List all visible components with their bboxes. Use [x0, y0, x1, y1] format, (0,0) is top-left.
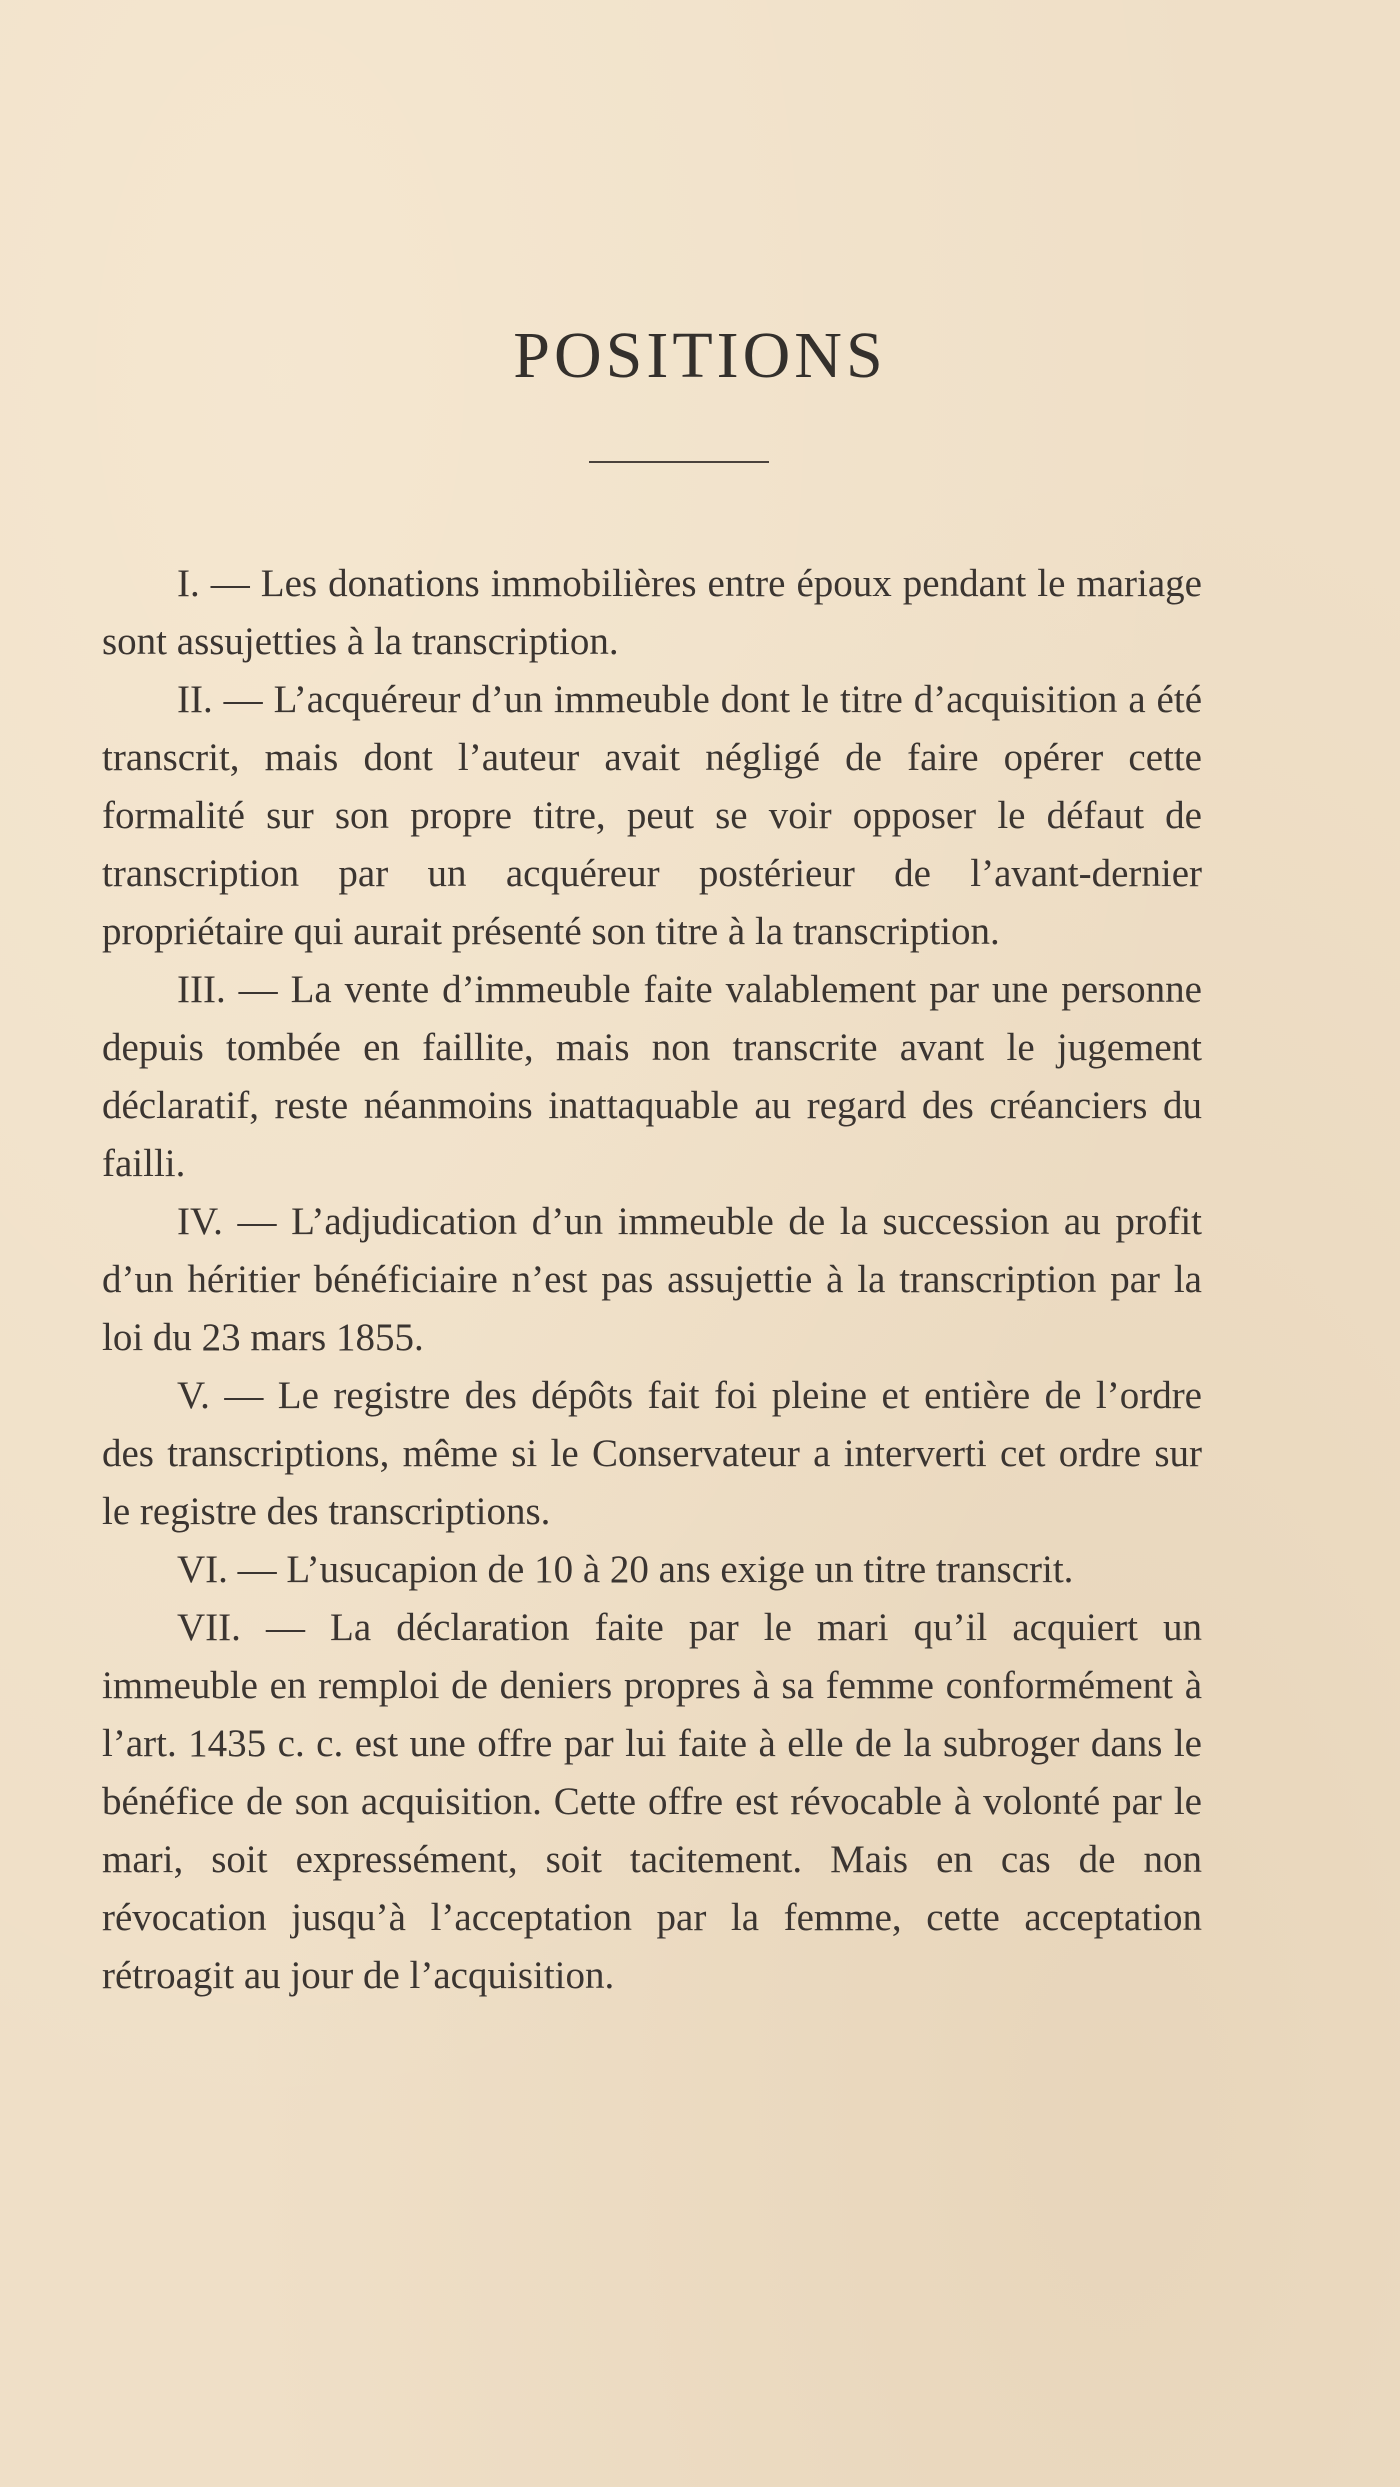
position-2: II. — L’acquéreur d’un immeuble dont le titre d’acquisition a été transcrit, mais dont l’auteur avait négligé de faire opérer cette formalité sur son propre titre, peut se voir opposer le défaut de transcription par un acquéreur postérieur de l’avant-dernier propriétaire qui aurait présenté son titre à la transcription. [102, 678, 1202, 953]
page-title: POSITIONS [513, 319, 887, 392]
position-7: VII. — La déclaration faite par le mari qu’il acquiert un immeuble en remploi de deniers propres à sa femme conformément à l’art. 1435 c. c. est une offre par lui faite à elle de la subroger dans le bénéfice de son acquisition. Cette offre est révocable à volonté par le mari, soit expressément, soit tacitement. Mais en cas de non révocation jusqu’à l’acceptation par la femme, cette acceptation rétroagit au jour de l’acquisition. [102, 1606, 1202, 1997]
position-6: VI. — L’usucapion de 10 à 20 ans exige un titre transcrit. [177, 1548, 1074, 1591]
position-3: III. — La vente d’immeuble faite valablement par une personne depuis tombée en faillite, mais non transcrite avant le jugement déclaratif, reste néanmoins inattaquable au regard des créanciers du failli. [102, 968, 1202, 1185]
positions-list [102, 555, 1202, 2005]
position-1: I. — Les donations immobilières entre époux pendant le mariage sont assujetties à la transcription. [102, 562, 1202, 663]
title-divider [589, 461, 769, 463]
position-5: V. — Le registre des dépôts fait foi pleine et entière de l’ordre des transcriptions, même si le Conservateur a interverti cet ordre sur le registre des transcriptions. [102, 1374, 1202, 1533]
position-4: IV. — L’adjudication d’un immeuble de la succession au profit d’un héritier bénéficiaire n’est pas assujettie à la transcription par la loi du 23 mars 1855. [102, 1200, 1202, 1359]
